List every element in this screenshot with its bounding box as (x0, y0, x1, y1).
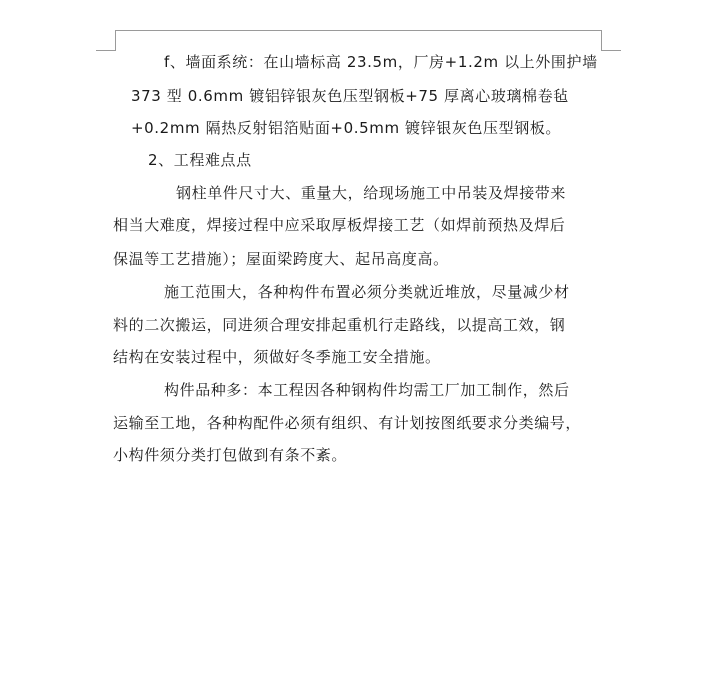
text-line: f、墙面系统：在山墙标高 23.5m，厂房+1.2m 以上外围护墙 (164, 53, 598, 71)
crop-mark-top-right-vertical (601, 30, 602, 51)
text-line: 结构在安装过程中，须做好冬季施工安全措施。 (113, 348, 441, 366)
crop-mark-top-left-horizontal (96, 50, 116, 51)
text-line: 373 型 0.6mm 镀铝锌银灰色压型钢板+75 厚离心玻璃棉卷毡 (131, 87, 569, 105)
text-line: 构件品种多：本工程因各种钢构件均需工厂加工制作，然后 (164, 381, 570, 399)
text-line: 保温等工艺措施）；屋面梁跨度大、起吊高度高。 (113, 250, 449, 268)
text-line: 相当大难度，焊接过程中应采取厚板焊接工艺（如焊前预热及焊后 (113, 216, 566, 234)
text-line: +0.2mm 隔热反射铝箔贴面+0.5mm 镀锌银灰色压型钢板。 (131, 119, 562, 137)
text-line: 钢柱单件尺寸大、重量大，给现场施工中吊装及焊接带来 (176, 184, 567, 202)
crop-mark-top-right-horizontal (601, 50, 621, 51)
text-line: 小构件须分类打包做到有条不紊。 (113, 446, 348, 464)
text-line: 料的二次搬运，同进须合理安排起重机行走路线，以提高工效，钢 (113, 316, 566, 334)
header-edge-line (115, 30, 602, 31)
crop-mark-top-left-vertical (115, 30, 116, 51)
section-heading: 2、工程难点点 (148, 151, 252, 169)
text-line: 运输至工地，各种构配件必须有组织、有计划按图纸要求分类编号， (113, 414, 582, 432)
text-line: 施工范围大，各种构件布置必须分类就近堆放，尽量减少材 (164, 283, 570, 301)
